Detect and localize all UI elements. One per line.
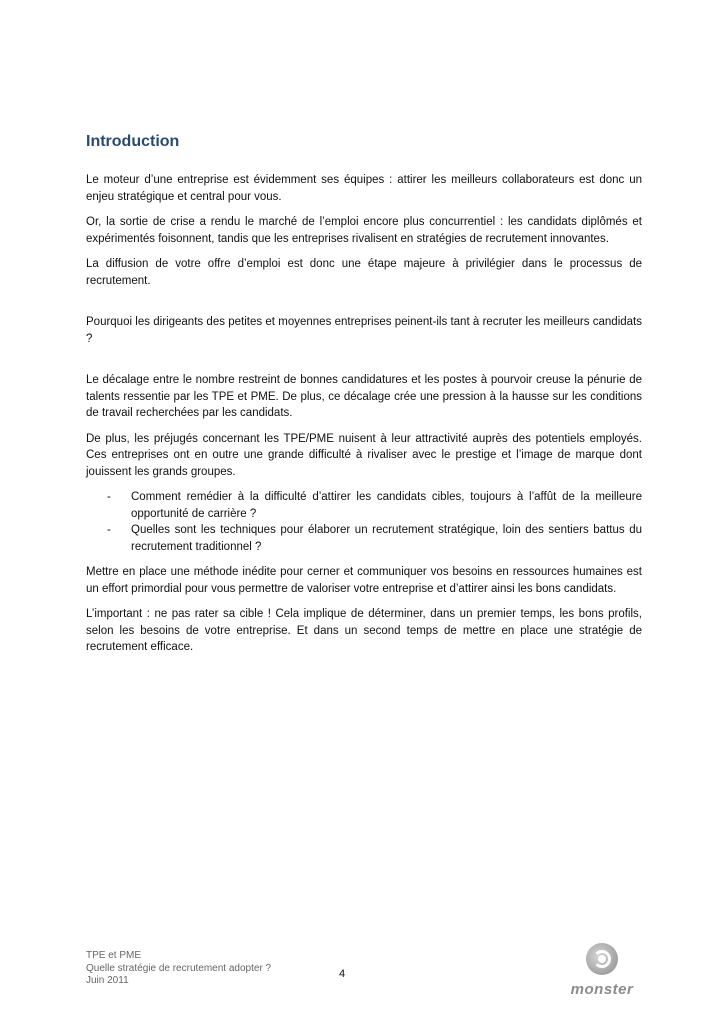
monster-logo: [570, 943, 634, 1005]
list-item-text: Comment remédier à la difficulté d’attirer les candidats cibles, toujours à l’affût de la meilleure opportunité de carrière ?: [131, 491, 642, 520]
paragraph-1: Le moteur d’une entreprise est évidemment ses équipes : attirer les meilleurs collaborateurs est donc un enjeu stratégique et central pour vous.: [86, 174, 642, 203]
bullet-marker: -: [107, 491, 111, 503]
footer-line-2: Quelle stratégie de recrutement adopter ?: [86, 962, 272, 974]
page-number: 4: [339, 968, 346, 980]
body-text: [86, 172, 642, 656]
question-list: [86, 489, 642, 555]
footer-line-1: TPE et PME: [86, 950, 142, 961]
bullet-marker: -: [107, 524, 111, 536]
footer-text: [86, 950, 271, 988]
list-item: [86, 489, 642, 522]
monster-logo-text: monster: [570, 981, 634, 998]
section-heading: Introduction: [86, 133, 180, 150]
paragraph-6: De plus, les préjugés concernant les TPE/PME nuisent à leur attractivité auprès des potentiels employés. Ces entreprises ont en outre une grande difficulté à rivaliser avec le prestige et l’image de marque dont jouissent les grands groupes.: [86, 432, 642, 478]
list-item: [86, 522, 642, 555]
paragraph-3: La diffusion de votre offre d’emploi est donc une étape majeure à privilégier dans le processus de recrutement.: [86, 258, 642, 287]
paragraph-question: Pourquoi les dirigeants des petites et moyennes entreprises peinent-ils tant à recruter les meilleurs candidats ?: [86, 316, 642, 345]
monster-logo-icon: [586, 943, 618, 975]
list-item-text: Quelles sont les techniques pour élaborer un recrutement stratégique, loin des sentiers battus du recrutement traditionnel ?: [131, 524, 642, 553]
paragraph-7: Mettre en place une méthode inédite pour cerner et communiquer vos besoins en ressources humaines est un effort primordial pour vous permettre de valoriser votre entreprise et d’attirer ainsi les bons candidats.: [86, 566, 642, 595]
paragraph-2: Or, la sortie de crise a rendu le marché de l’emploi encore plus concurrentiel : les candidats diplômés et expérimentés foisonnent, tandis que les entreprises rivalisent en stratégies de recrutement innovantes.: [86, 216, 642, 245]
paragraph-8: L’important : ne pas rater sa cible ! Cela implique de déterminer, dans un premier temps, les bons profils, selon les besoins de votre entreprise. Et dans un second temps de mettre en place une stratégie de recrutement efficace.: [86, 608, 642, 653]
footer-line-3: Juin 2011: [86, 975, 129, 986]
paragraph-5: Le décalage entre le nombre restreint de bonnes candidatures et les postes à pourvoir creuse la pénurie de talents ressentie par les TPE et PME. De plus, ce décalage crée une pression à la hausse sur les conditions de travail recherchées par les candidats.: [86, 374, 642, 419]
